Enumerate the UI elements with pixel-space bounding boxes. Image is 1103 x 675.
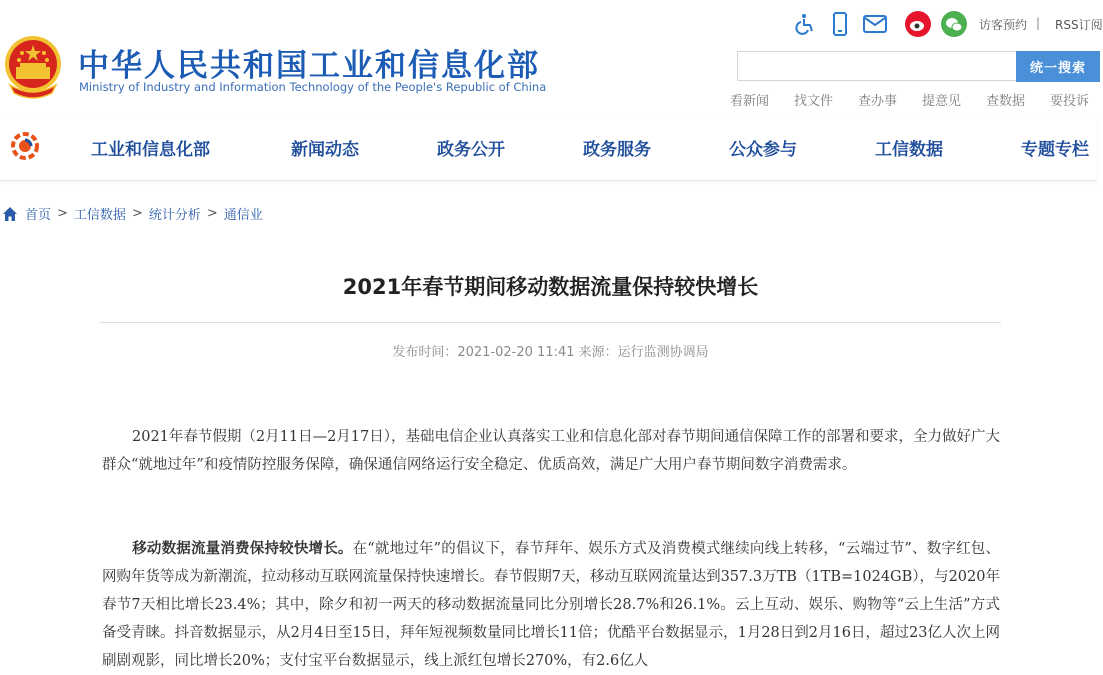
breadcrumb bbox=[2, 204, 263, 223]
breadcrumb-analysis[interactable]: 统计分析 bbox=[148, 208, 201, 223]
article-title: 2021年春节期间移动数据流量保持较快增长 bbox=[342, 275, 759, 299]
search-input[interactable] bbox=[737, 51, 1016, 81]
site-header bbox=[0, 0, 1103, 118]
paragraph-text: 2021年春节假期（2月11日—2月17日），基础电信企业认真落实工业和信息化部对春节期间通信保障工作的部署和要求，全力做好广大群众“就地过年”和疫情防控服务保障，确保通信网络运行安全稳定、优质高效，满足广大用户春节期间数字消费需求。 bbox=[102, 429, 1000, 473]
mail-icon[interactable] bbox=[860, 9, 890, 39]
nav-item-ministry[interactable]: 工业和信息化部 bbox=[91, 140, 210, 160]
wechat-icon[interactable] bbox=[939, 9, 969, 39]
article-paragraph bbox=[102, 423, 1000, 479]
nav-item-gov-affairs[interactable]: 政务公开 bbox=[437, 140, 505, 160]
breadcrumb-separator: > bbox=[131, 206, 143, 221]
accessibility-icon[interactable] bbox=[790, 9, 820, 39]
nav-item-news[interactable]: 新闻动态 bbox=[291, 140, 359, 160]
nav-item-gov-services[interactable]: 政务服务 bbox=[583, 140, 651, 160]
paragraph-lead: 移动数据流量消费保持较快增长。 bbox=[132, 540, 353, 557]
paragraph-text: 在“就地过年”的倡议下，春节拜年、娱乐方式及消费模式继续向线上转移，“云端过节”、数字红包、网购年货等成为新潮流，拉动移动互联网流量保持快速增长。春节假期7天，移动互联网流量达到357.3万TB（1TB=1024GB），与2020年春节7天相比增长23.4%；其中，除夕和初一两天的移动数据流量同比分别增长28.7%和26.1%。云上互动、娱乐、购物等“云上生活”方式备受青睐。抖音数据显示，从2月4日至15日，拜年短视频数量同比增长11倍；优酷平台数据显示，1月28日到2月16日，超过23亿人次上网刷剧观影，同比增长20%；支付宝平台数据显示，线上派红包增长270%，有2.6亿人 bbox=[102, 541, 1000, 669]
breadcrumb-separator: > bbox=[206, 206, 218, 221]
topbar-separator: | bbox=[1036, 16, 1041, 30]
nav-item-public-participation[interactable]: 公众参与 bbox=[729, 140, 797, 160]
breadcrumb-home[interactable]: 首页 bbox=[25, 208, 52, 223]
breadcrumb-telecom[interactable]: 通信业 bbox=[223, 208, 263, 223]
home-icon[interactable] bbox=[2, 206, 18, 222]
quick-link-news[interactable]: 看新闻 bbox=[730, 94, 770, 109]
rss-link[interactable]: RSS订阅 bbox=[1055, 18, 1103, 32]
mobile-icon[interactable] bbox=[825, 9, 855, 39]
visitor-appointment-link[interactable]: 访客预约 bbox=[979, 18, 1028, 32]
nav-item-special-topics[interactable]: 专题专栏 bbox=[1021, 140, 1089, 160]
weibo-icon[interactable] bbox=[903, 9, 933, 39]
article-paragraph bbox=[102, 535, 1000, 675]
quick-link-data[interactable]: 查数据 bbox=[986, 94, 1026, 109]
search-button[interactable]: 统一搜索 bbox=[1016, 51, 1100, 82]
site-title[interactable]: 中华人民共和国工业和信息化部 bbox=[78, 48, 540, 84]
title-divider bbox=[100, 322, 1001, 323]
quick-link-feedback[interactable]: 提意见 bbox=[922, 94, 962, 109]
ministry-logo-icon[interactable] bbox=[10, 131, 40, 161]
quick-link-services[interactable]: 查办事 bbox=[858, 94, 898, 109]
breadcrumb-separator: > bbox=[57, 206, 68, 221]
quick-link-complaint[interactable]: 要投诉 bbox=[1050, 94, 1090, 109]
nav-item-data[interactable]: 工信数据 bbox=[875, 140, 943, 160]
site-subtitle: Ministry of Industry and Information Technology of the People's Republic of China bbox=[79, 80, 547, 94]
breadcrumb-data[interactable]: 工信数据 bbox=[73, 208, 126, 223]
article-meta: 发布时间：2021-02-20 11:41 来源：运行监测协调局 bbox=[392, 345, 709, 360]
national-emblem-icon[interactable] bbox=[2, 33, 64, 99]
quick-link-documents[interactable]: 找文件 bbox=[794, 94, 834, 109]
main-nav bbox=[0, 118, 1097, 181]
